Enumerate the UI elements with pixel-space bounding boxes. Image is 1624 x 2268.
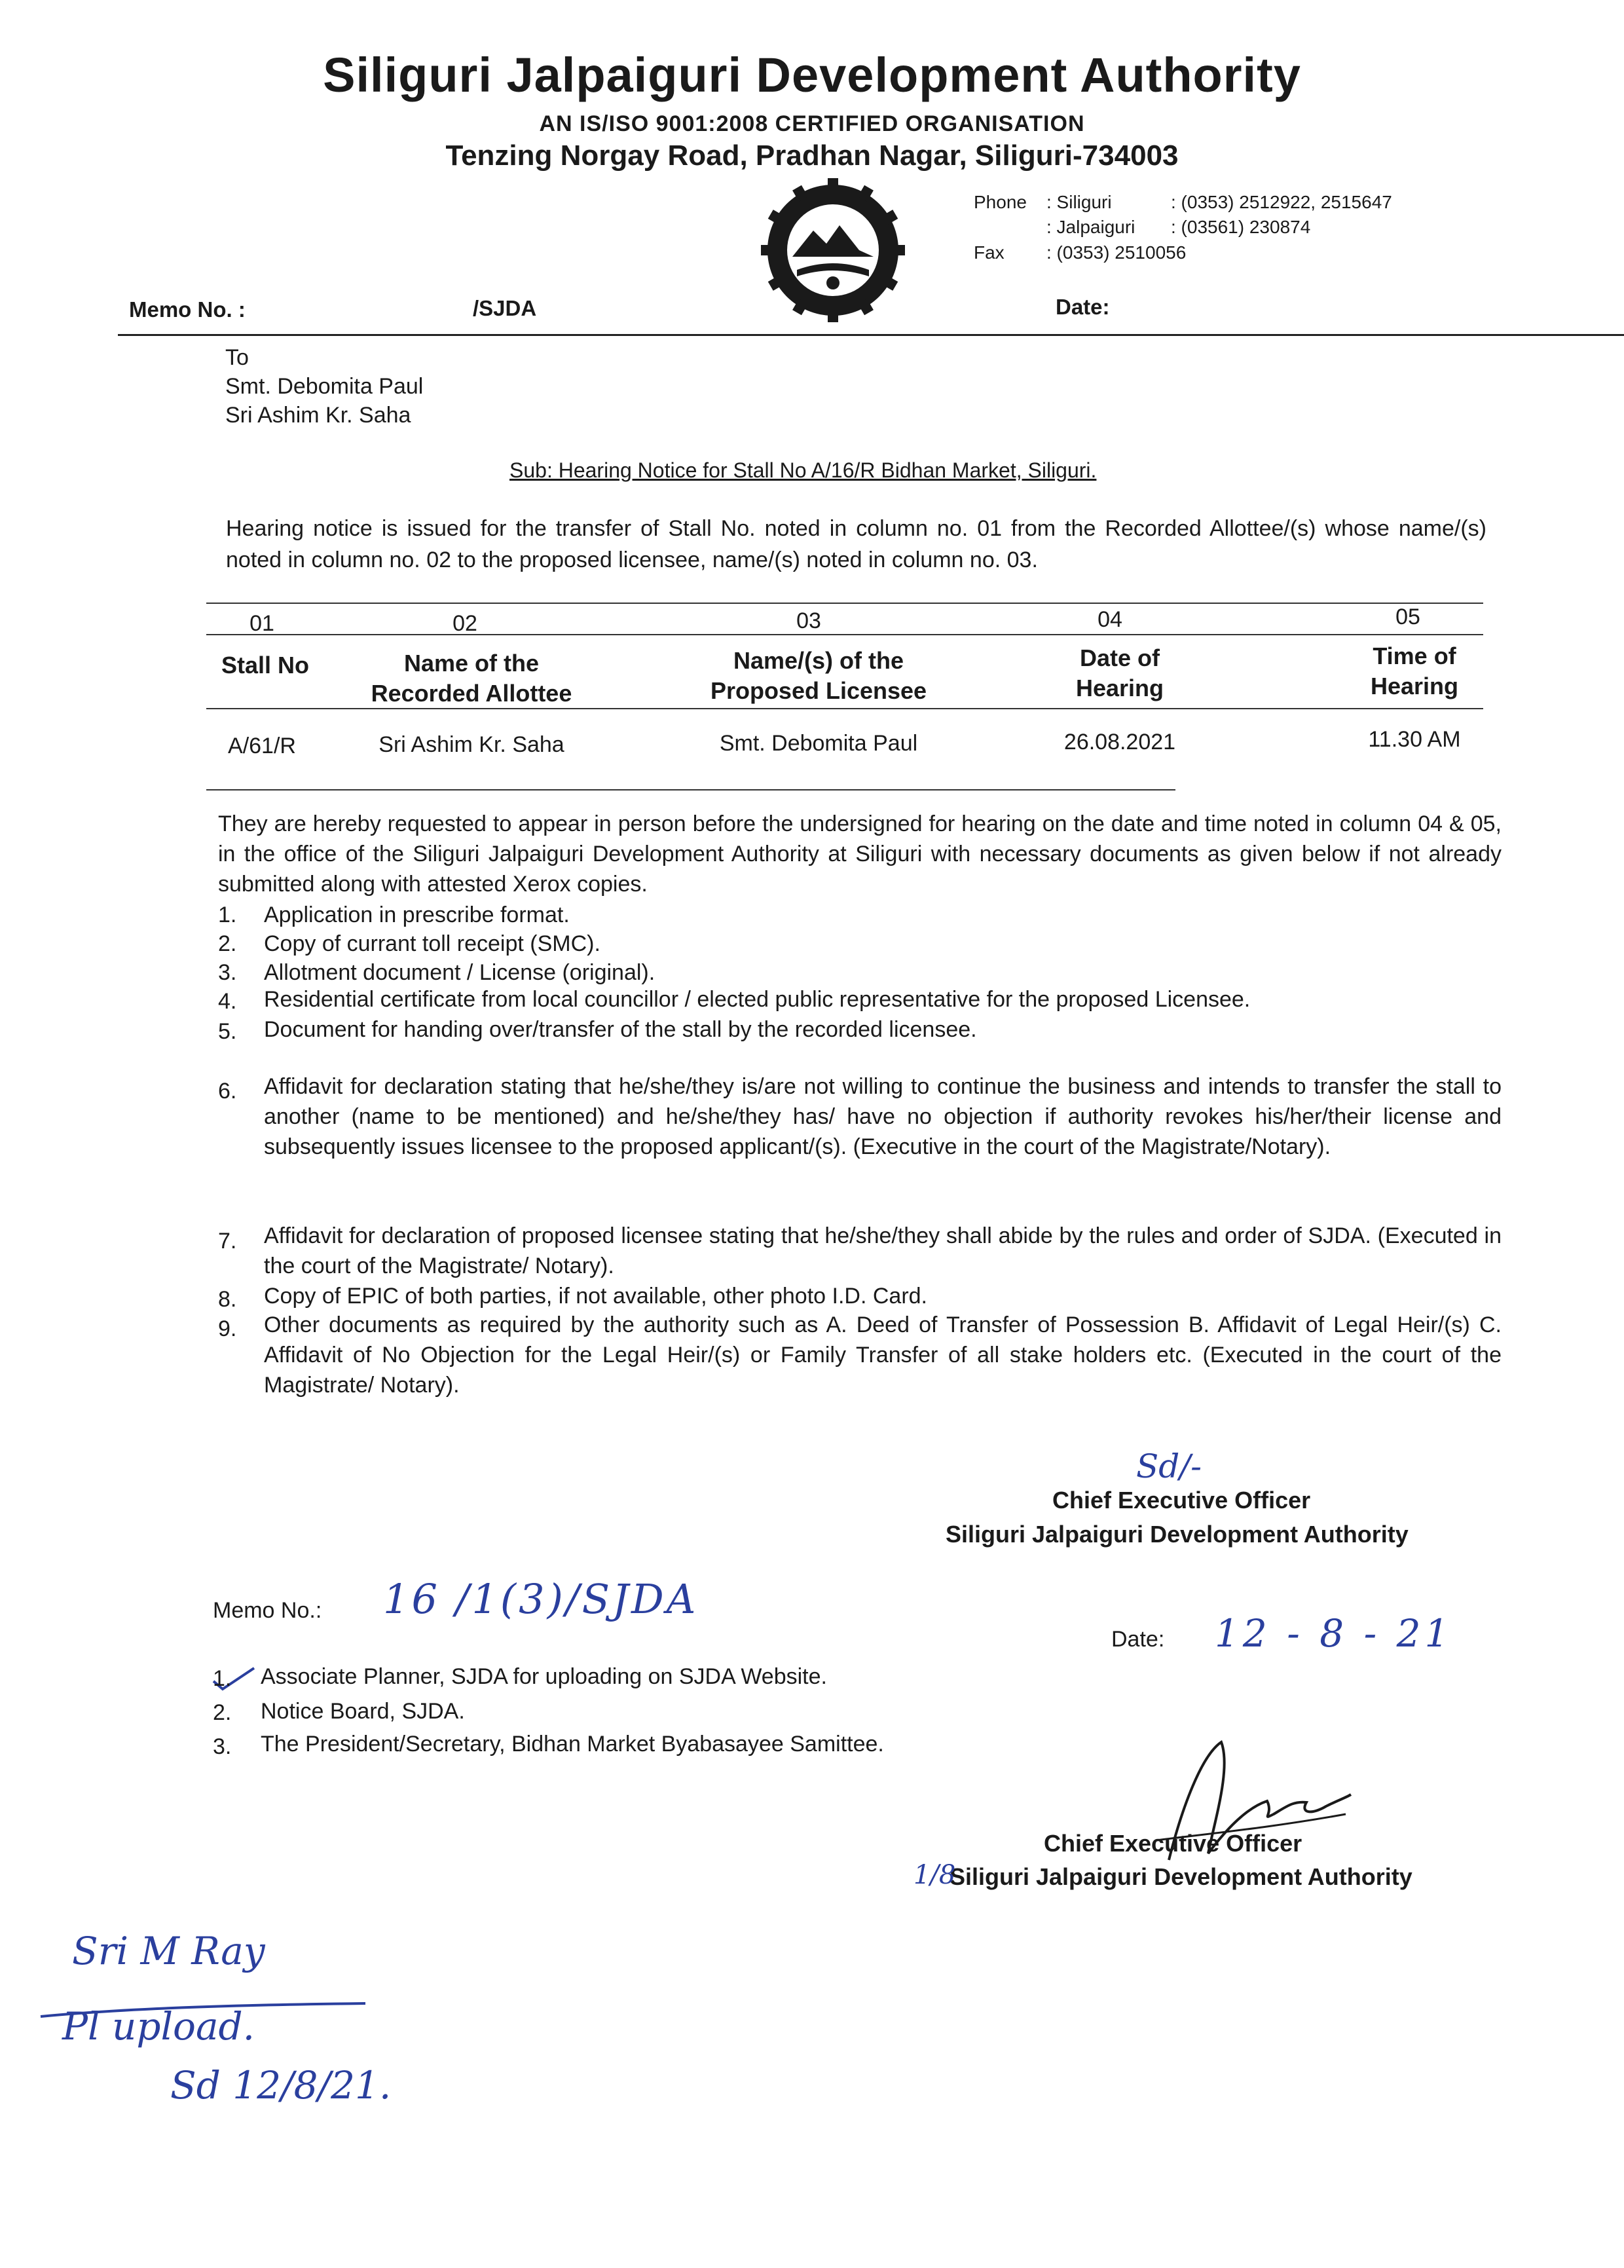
date-label: Date: <box>1056 295 1110 319</box>
table-header-date-of-hearing: Date of Hearing <box>1075 644 1164 701</box>
phone-jalpaiguri-value: : (03561) 230874 <box>1171 217 1311 237</box>
sjda-seal-icon <box>761 178 905 322</box>
column-number: 05 <box>1395 604 1420 629</box>
fax-label: Fax <box>974 242 1005 263</box>
list-item-number: 1. <box>218 902 237 927</box>
handwritten-note: Sri M Ray <box>72 1929 265 1973</box>
addressee-name: Smt. Debomita Paul <box>225 374 424 399</box>
list-item-number: 1. <box>213 1666 232 1691</box>
memo-number-label: Memo No.: <box>213 1598 322 1623</box>
list-item-number: 5. <box>218 1019 237 1044</box>
subject-line: Sub: Hearing Notice for Stall No A/16/R Bidhan Market, Siliguri. <box>509 458 1097 482</box>
table-header-recorded-allottee: Name of the Recorded Allottee <box>371 650 572 707</box>
column-number: 03 <box>796 608 821 633</box>
list-item-number: 6. <box>218 1079 237 1104</box>
intro-paragraph: Hearing notice is issued for the transfer of Stall No. noted in column no. 01 from the Recorded Allottee/(s) whose name/(s) noted in column no. 02 to the proposed licensee, name/(s) noted in column no. 03. <box>226 516 1486 572</box>
phone-jalpaiguri-label: : Jalpaiguri <box>1046 217 1135 237</box>
table-rule <box>206 603 1483 604</box>
column-number: 04 <box>1098 607 1122 632</box>
fax-value: : (0353) 2510056 <box>1046 242 1187 263</box>
list-item-number: 2. <box>213 1700 232 1725</box>
table-cell-proposed-licensee: Smt. Debomita Paul <box>719 731 918 756</box>
table-header-time-of-hearing: Time of Hearing <box>1370 642 1459 699</box>
memo-number-label: Memo No. : <box>129 297 246 322</box>
table-cell-stall-no: A/61/R <box>228 734 296 758</box>
list-item: Copy of currant toll receipt (SMC). <box>264 931 600 956</box>
addressee-name: Sri Ashim Kr. Saha <box>225 403 411 428</box>
table-rule <box>206 634 1483 635</box>
memo-number-handwritten: 16 /1(3)/SJDA <box>383 1575 699 1623</box>
list-item: Affidavit for declaration stating that he/she/they is/are not willing to continue the business and intends to transfer the stall to another (name to be mentioned) and he/she/they has/ have no objection if authority revokes his/her/their license and subsequently issues licensee to the proposed applicant/(s). (Executive in the court of the Magistrate/Notary). <box>264 1074 1502 1159</box>
list-item: Affidavit for declaration of proposed licensee stating that he/she/they shall abide by the rules and order of SJDA. (Executed in the court of the Magistrate/ Notary). <box>264 1223 1502 1278</box>
list-item: Associate Planner, SJDA for uploading on SJDA Website. <box>261 1664 827 1689</box>
list-item-number: 9. <box>218 1316 237 1341</box>
list-item: Other documents as required by the authority such as A. Deed of Transfer of Possession B. Affidavit of Legal Heir/(s) C. Affidavit of No Objection for the Legal Heir/(s) or Family Transfer of all stake holders etc. (Executed in the court of the Magistrate/ Notary). <box>264 1312 1502 1398</box>
list-item: The President/Secretary, Bidhan Market Byabasayee Samittee. <box>261 1732 884 1757</box>
phone-siliguri-value: : (0353) 2512922, 2515647 <box>1171 192 1392 212</box>
sdr-handwritten: Sd/- <box>1136 1447 1202 1485</box>
table-cell-recorded-allottee: Sri Ashim Kr. Saha <box>378 732 564 757</box>
instructions-paragraph: They are hereby requested to appear in person before the undersigned for hearing on the date and time noted in column 04 & 05, in the office of the Siliguri Jalpaiguri Development Authority at Siliguri with necessary documents as given below if not already submitted along with attested Xerox copies. <box>218 811 1502 897</box>
handwritten-note: Pl upload. <box>62 2004 255 2049</box>
list-item-number: 3. <box>218 960 237 985</box>
list-item: Allotment document / License (original). <box>264 960 655 985</box>
date-label: Date: <box>1111 1627 1165 1652</box>
org-address: Tenzing Norgay Road, Pradhan Nagar, Siliguri-734003 <box>445 139 1179 172</box>
handwritten-note: Sd 12/8/21. <box>170 2063 392 2108</box>
signatory-org: Siliguri Jalpaiguri Development Authority <box>950 1863 1412 1890</box>
table-header-proposed-licensee: Name/(s) of the Proposed Licensee <box>710 647 927 704</box>
phone-siliguri-label: : Siliguri <box>1046 192 1112 212</box>
list-item: Application in prescribe format. <box>264 902 570 927</box>
to-label: To <box>225 345 249 370</box>
signatory-org: Siliguri Jalpaiguri Development Authority <box>946 1521 1409 1548</box>
received-initial-handwritten: 1/8 <box>913 1860 956 1890</box>
column-number: 02 <box>452 611 477 636</box>
list-item-number: 3. <box>213 1734 232 1759</box>
signatory-title: Chief Executive Officer <box>1052 1487 1311 1514</box>
table-cell-date-of-hearing: 26.08.2021 <box>1063 730 1176 754</box>
date-handwritten: 12 - 8 - 21 <box>1215 1611 1453 1656</box>
org-title: Siliguri Jalpaiguri Development Authority <box>323 48 1301 102</box>
list-item-number: 4. <box>218 989 237 1014</box>
header-divider <box>118 334 1624 336</box>
table-rule <box>206 789 1175 790</box>
list-item: Document for handing over/transfer of the stall by the recorded licensee. <box>264 1017 977 1042</box>
memo-number-suffix: /SJDA <box>473 296 537 320</box>
table-header-stall-no: Stall No <box>221 652 309 679</box>
column-number: 01 <box>249 611 274 636</box>
table-cell-time-of-hearing: 11.30 AM <box>1368 727 1461 752</box>
list-item: Notice Board, SJDA. <box>261 1699 465 1724</box>
certification-line: AN IS/ISO 9001:2008 CERTIFIED ORGANISATION <box>539 111 1085 136</box>
list-item-number: 7. <box>218 1229 237 1254</box>
list-item-number: 8. <box>218 1287 237 1312</box>
list-item-number: 2. <box>218 931 237 956</box>
list-item: Copy of EPIC of both parties, if not available, other photo I.D. Card. <box>264 1284 927 1309</box>
phone-label: Phone <box>974 192 1027 212</box>
signatory-title: Chief Executive Officer <box>1044 1830 1302 1857</box>
list-item: Residential certificate from local councillor / elected public representative for the proposed Licensee. <box>264 987 1251 1012</box>
